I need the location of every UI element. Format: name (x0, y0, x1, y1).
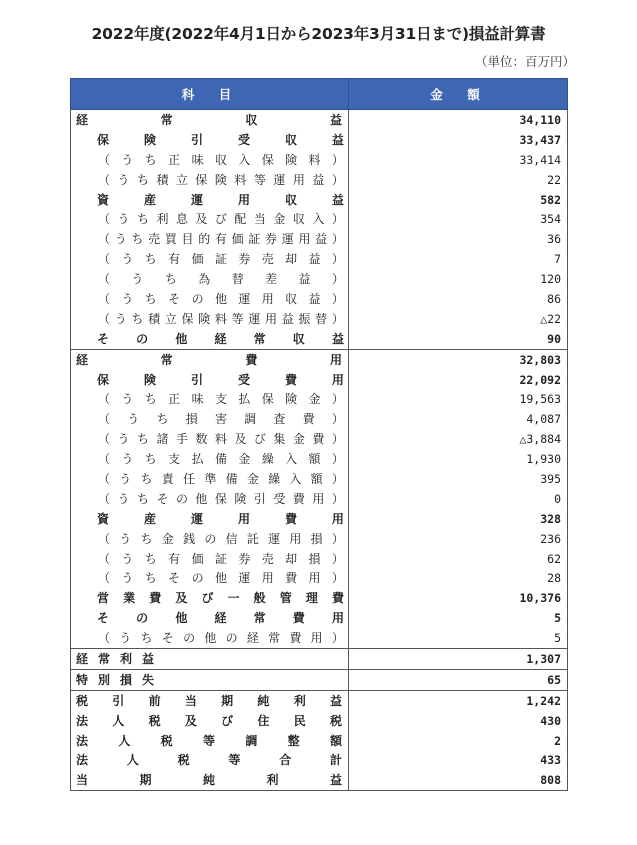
row-label-cell (71, 269, 349, 289)
table-row (71, 269, 568, 289)
header-account-item: 科 目 (71, 79, 349, 110)
row-amount: 4,087 (349, 409, 568, 429)
row-label-cell (71, 370, 349, 390)
row-label: （ う ち 責 任 準 備 金 繰 入 額 ） (98, 471, 344, 486)
row-label-cell (71, 588, 349, 608)
row-label-cell (71, 690, 349, 710)
table-row (71, 370, 568, 390)
row-amount: 0 (349, 489, 568, 509)
row-label-cell (71, 150, 349, 170)
row-amount: 36 (349, 229, 568, 249)
row-amount: 28 (349, 568, 568, 588)
row-amount: 433 (349, 751, 568, 771)
row-label: 経 常 利 益 (76, 651, 155, 666)
row-amount: 90 (349, 329, 568, 349)
row-label: 保 険 引 受 費 用 (97, 372, 344, 387)
row-label-cell (71, 770, 349, 790)
row-label-cell (71, 429, 349, 449)
row-label-cell (71, 110, 349, 130)
row-label: そ の 他 経 常 収 益 (97, 331, 344, 346)
table-row (71, 690, 568, 710)
row-amount: 10,376 (349, 588, 568, 608)
row-amount: 19,563 (349, 389, 568, 409)
table-row (71, 751, 568, 771)
row-amount: 328 (349, 509, 568, 529)
table-row (71, 770, 568, 790)
row-label-cell (71, 249, 349, 269)
row-amount: 5 (349, 608, 568, 628)
row-label-cell (71, 529, 349, 549)
row-label: 経 常 収 益 (76, 112, 342, 127)
table-body (71, 110, 568, 791)
row-label-cell (71, 568, 349, 588)
row-amount: 33,414 (349, 150, 568, 170)
table-row (71, 170, 568, 190)
row-amount: 582 (349, 190, 568, 210)
row-amount: 65 (349, 669, 568, 690)
row-label-cell (71, 389, 349, 409)
table-row (71, 489, 568, 509)
row-label-cell (71, 329, 349, 349)
row-amount: 395 (349, 469, 568, 489)
row-label: 法 人 税 等 調 整 額 (76, 733, 342, 748)
row-label: 法 人 税 及 び 住 民 税 (76, 713, 342, 728)
row-label: （ う ち 支 払 備 金 繰 入 額 ） (98, 452, 344, 467)
row-label: （ う ち 利 息 及 び 配 当 金 収 入 ） (98, 212, 344, 227)
row-label: （ う ち そ の 他 運 用 費 用 ） (98, 571, 344, 586)
row-label-cell (71, 289, 349, 309)
row-amount: 22 (349, 170, 568, 190)
row-label-cell (71, 209, 349, 229)
row-amount: 2 (349, 731, 568, 751)
row-label: （ う ち 積 立 保 険 料 等 運 用 益 振 替 ） (98, 311, 344, 326)
table-row (71, 150, 568, 170)
row-amount: 1,930 (349, 449, 568, 469)
page-title: 2022年度(2022年4月1日から2023年3月31日まで)損益計算書 (91, 25, 546, 43)
row-amount: 5 (349, 628, 568, 648)
row-label-cell (71, 309, 349, 329)
row-label-cell (71, 628, 349, 648)
unit-label: （単位：百万円） (474, 54, 575, 69)
row-label: （ う ち 正 味 収 入 保 険 料 ） (98, 152, 344, 167)
table-row (71, 509, 568, 529)
row-label: （ う ち 正 味 支 払 保 険 金 ） (98, 392, 344, 407)
row-label: （ う ち 有 価 証 券 売 却 益 ） (98, 252, 344, 267)
table-row (71, 588, 568, 608)
table-row (71, 309, 568, 329)
row-label: （ う ち 損 害 調 査 費 ） (98, 412, 344, 427)
row-label-cell (71, 229, 349, 249)
row-amount: 1,242 (349, 690, 568, 710)
table-row (71, 389, 568, 409)
table-row (71, 529, 568, 549)
table-row (71, 469, 568, 489)
row-amount: 808 (349, 770, 568, 790)
row-label: 資 産 運 用 収 益 (97, 192, 344, 207)
row-amount: 430 (349, 711, 568, 731)
table-row (71, 669, 568, 690)
row-amount: 34,110 (349, 110, 568, 130)
row-amount: △22 (349, 309, 568, 329)
table-row (71, 449, 568, 469)
row-label-cell (71, 409, 349, 429)
table-row (71, 329, 568, 349)
income-statement-table (70, 78, 568, 791)
row-label: （ う ち 売 買 目 的 有 価 証 券 運 用 益 ） (98, 232, 344, 247)
row-label: （ う ち 金 銭 の 信 託 運 用 損 ） (98, 531, 344, 546)
table-header-row (71, 79, 568, 110)
row-label: 資 産 運 用 費 用 (97, 511, 344, 526)
row-label: 法 人 税 等 合 計 (76, 753, 342, 768)
table-row (71, 130, 568, 150)
row-label-cell (71, 190, 349, 210)
row-amount: 33,437 (349, 130, 568, 150)
table-row (71, 209, 568, 229)
row-label-cell (71, 649, 349, 670)
table-row (71, 649, 568, 670)
row-label: 保 険 引 受 収 益 (97, 132, 344, 147)
table-row (71, 110, 568, 130)
table-row (71, 731, 568, 751)
row-label: （ う ち そ の 他 の 経 常 費 用 ） (98, 631, 344, 646)
row-label-cell (71, 489, 349, 509)
row-label-cell (71, 469, 349, 489)
row-label: （ う ち 積 立 保 険 料 等 運 用 益 ） (98, 172, 344, 187)
row-amount: 86 (349, 289, 568, 309)
table-row (71, 429, 568, 449)
row-label-cell (71, 751, 349, 771)
row-label-cell (71, 509, 349, 529)
row-amount: 120 (349, 269, 568, 289)
table-row (71, 628, 568, 648)
row-amount: 7 (349, 249, 568, 269)
row-label: そ の 他 経 常 費 用 (97, 611, 344, 626)
table-row (71, 549, 568, 569)
row-amount: 22,092 (349, 370, 568, 390)
row-label-cell (71, 170, 349, 190)
header-amount: 金 額 (349, 79, 568, 110)
table-row (71, 711, 568, 731)
table-row (71, 608, 568, 628)
row-label: 税 引 前 当 期 純 利 益 (76, 693, 342, 708)
row-amount: 236 (349, 529, 568, 549)
row-amount: △3,884 (349, 429, 568, 449)
row-label: （ う ち 為 替 差 益 ） (98, 272, 344, 287)
row-label: （ う ち 諸 手 数 料 及 び 集 金 費 ） (98, 432, 344, 447)
row-label-cell (71, 711, 349, 731)
table-row (71, 568, 568, 588)
row-label: （ う ち そ の 他 保 険 引 受 費 用 ） (98, 491, 344, 506)
row-label-cell (71, 731, 349, 751)
row-label: 営 業 費 及 び 一 般 管 理 費 (97, 591, 344, 606)
row-amount: 32,803 (349, 349, 568, 369)
row-label: 当 期 純 利 益 (76, 773, 342, 788)
row-label: 経 常 費 用 (76, 352, 342, 367)
row-label: 特 別 損 失 (76, 672, 155, 687)
table-row (71, 289, 568, 309)
row-label-cell (71, 608, 349, 628)
table-row (71, 249, 568, 269)
row-label-cell (71, 549, 349, 569)
table-row (71, 409, 568, 429)
row-label-cell (71, 669, 349, 690)
row-amount: 62 (349, 549, 568, 569)
table-row (71, 229, 568, 249)
table-row (71, 349, 568, 369)
row-label-cell (71, 349, 349, 369)
table-row (71, 190, 568, 210)
row-amount: 354 (349, 209, 568, 229)
row-label-cell (71, 130, 349, 150)
row-amount: 1,307 (349, 649, 568, 670)
row-label: （ う ち そ の 他 運 用 収 益 ） (98, 291, 344, 306)
row-label: （ う ち 有 価 証 券 売 却 損 ） (98, 551, 344, 566)
row-label-cell (71, 449, 349, 469)
